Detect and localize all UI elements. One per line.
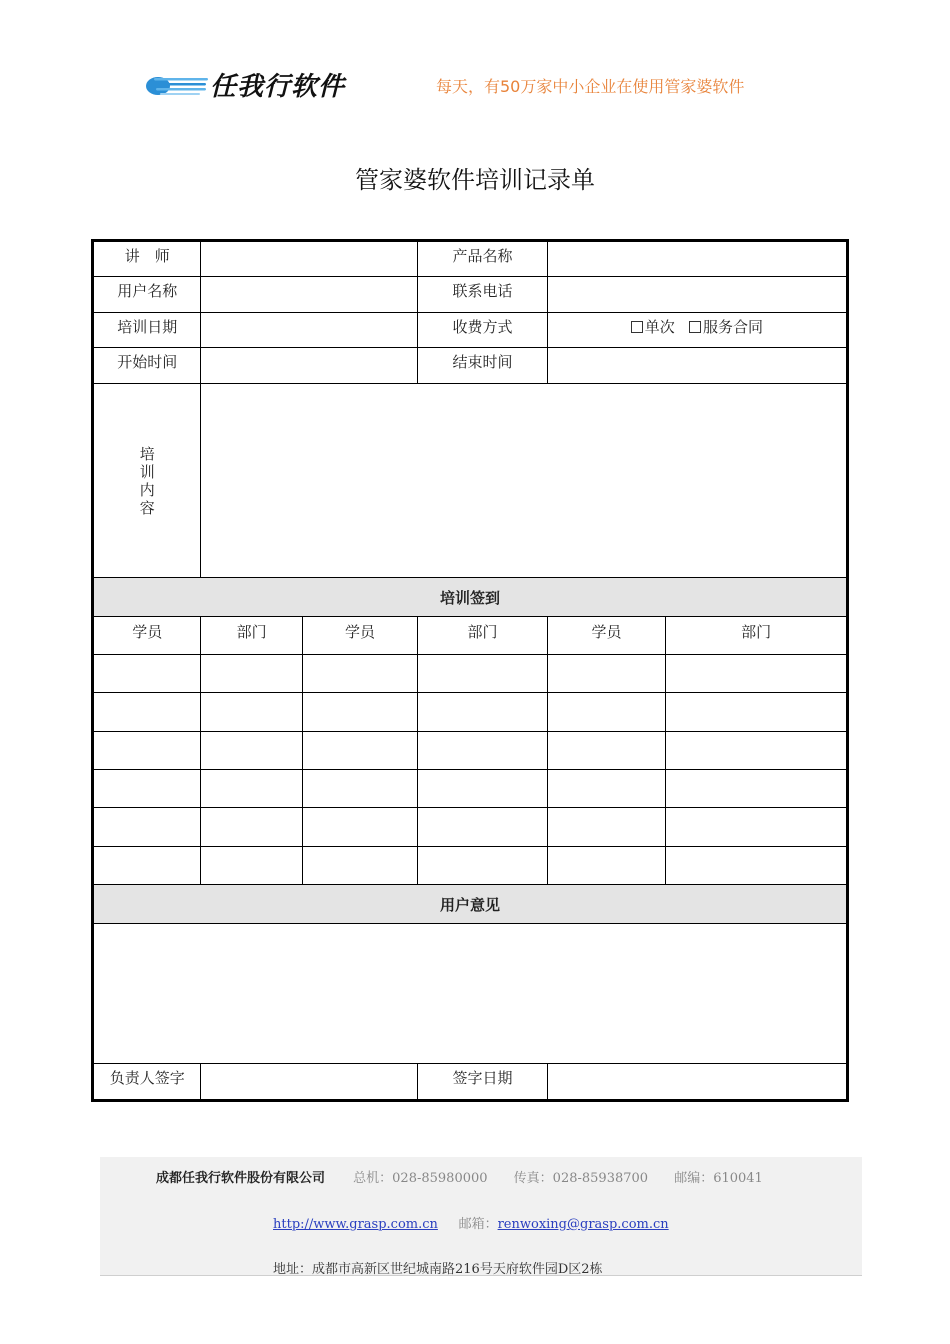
signin-cell[interactable] xyxy=(302,770,417,808)
page-footer xyxy=(100,1157,862,1276)
signin-cell[interactable] xyxy=(93,732,201,770)
end-time-field[interactable] xyxy=(547,348,847,384)
lecturer-label: 讲 师 xyxy=(93,241,201,277)
signin-cell[interactable] xyxy=(201,847,302,885)
signin-cell[interactable] xyxy=(418,693,548,732)
footer-web-line xyxy=(273,1213,669,1232)
signin-cell[interactable] xyxy=(302,808,417,847)
phone-label: 联系电话 xyxy=(418,277,548,313)
brand-logo-text: 任我行软件 xyxy=(210,72,346,102)
signin-row xyxy=(93,693,848,732)
footer-fax: 传真：028-85938700 xyxy=(513,1171,649,1186)
signin-cell[interactable] xyxy=(302,693,417,732)
fee-method-options xyxy=(547,313,847,348)
contract-option-checkbox[interactable]: 服务合同 xyxy=(689,318,763,336)
signin-header-dept-2: 部门 xyxy=(418,617,548,655)
signin-cell[interactable] xyxy=(547,693,665,732)
signin-cell[interactable] xyxy=(547,847,665,885)
user-name-label: 用户名称 xyxy=(93,277,201,313)
checkbox-icon xyxy=(689,321,701,333)
start-time-label: 开始时间 xyxy=(93,348,201,384)
signin-cell[interactable] xyxy=(93,808,201,847)
signer-label: 负责人签字 xyxy=(93,1064,201,1101)
train-date-label: 培训日期 xyxy=(93,313,201,348)
signin-cell[interactable] xyxy=(201,808,302,847)
signin-cell[interactable] xyxy=(547,732,665,770)
signin-cell[interactable] xyxy=(302,847,417,885)
feedback-section-title: 用户意见 xyxy=(93,885,848,924)
training-record-form xyxy=(91,239,849,1102)
footer-zip: 邮编：610041 xyxy=(674,1171,763,1186)
signin-cell[interactable] xyxy=(93,655,201,693)
sign-date-label: 签字日期 xyxy=(418,1064,548,1101)
fee-method-label: 收费方式 xyxy=(418,313,548,348)
content-label-cell xyxy=(93,384,201,578)
footer-address: 地址：成都市高新区世纪城南路216号天府软件园D区2栋 xyxy=(273,1262,603,1277)
lecturer-field[interactable] xyxy=(201,241,418,277)
start-time-field[interactable] xyxy=(201,348,418,384)
signin-cell[interactable] xyxy=(201,770,302,808)
signin-cell[interactable] xyxy=(666,655,848,693)
product-name-field[interactable] xyxy=(547,241,847,277)
signin-cell[interactable] xyxy=(666,847,848,885)
page-title: 管家婆软件培训记录单 xyxy=(355,166,595,194)
footer-email-link[interactable]: renwoxing@grasp.com.cn xyxy=(497,1217,669,1232)
user-name-field[interactable] xyxy=(201,277,418,313)
train-date-field[interactable] xyxy=(201,313,418,348)
content-field[interactable] xyxy=(201,384,848,578)
slogan: 每天，有50万家中小企业在使用管家婆软件 xyxy=(436,77,745,96)
signin-header-student-1: 学员 xyxy=(93,617,201,655)
signin-cell[interactable] xyxy=(418,655,548,693)
signin-cell[interactable] xyxy=(93,770,201,808)
phone-field[interactable] xyxy=(547,277,847,313)
signin-cell[interactable] xyxy=(547,655,665,693)
signin-cell[interactable] xyxy=(418,847,548,885)
signin-cell[interactable] xyxy=(418,808,548,847)
footer-contact-line xyxy=(156,1167,785,1186)
product-name-label: 产品名称 xyxy=(418,241,548,277)
signin-cell[interactable] xyxy=(666,808,848,847)
signin-cell[interactable] xyxy=(666,732,848,770)
signin-row xyxy=(93,808,848,847)
signin-cell[interactable] xyxy=(93,693,201,732)
footer-company: 成都任我行软件股份有限公司 xyxy=(156,1171,326,1186)
signin-cell[interactable] xyxy=(201,693,302,732)
footer-email-label: 邮箱： xyxy=(458,1217,498,1232)
signin-cell[interactable] xyxy=(547,770,665,808)
signin-row xyxy=(93,770,848,808)
single-option-checkbox[interactable]: 单次 xyxy=(631,318,675,336)
signin-cell[interactable] xyxy=(418,770,548,808)
signin-cell[interactable] xyxy=(93,847,201,885)
speed-lines-icon xyxy=(144,72,210,100)
signin-header-dept-3: 部门 xyxy=(666,617,848,655)
signin-row xyxy=(93,655,848,693)
signin-cell[interactable] xyxy=(302,732,417,770)
signin-cell[interactable] xyxy=(302,655,417,693)
signin-header-student-2: 学员 xyxy=(302,617,417,655)
signin-cell[interactable] xyxy=(666,693,848,732)
footer-main-phone: 总机：028-85980000 xyxy=(353,1171,488,1186)
signer-field[interactable] xyxy=(201,1064,418,1101)
signin-section-title: 培训签到 xyxy=(93,578,848,617)
feedback-field[interactable] xyxy=(93,924,848,1064)
signin-cell[interactable] xyxy=(666,770,848,808)
footer-website-link[interactable]: http://www.grasp.com.cn xyxy=(273,1217,438,1232)
signin-cell[interactable] xyxy=(201,655,302,693)
checkbox-icon xyxy=(631,321,643,333)
signin-cell[interactable] xyxy=(418,732,548,770)
content-label: 培训内容 xyxy=(139,444,155,517)
end-time-label: 结束时间 xyxy=(418,348,548,384)
signin-header-student-3: 学员 xyxy=(547,617,665,655)
signin-cell[interactable] xyxy=(547,808,665,847)
sign-date-field[interactable] xyxy=(547,1064,847,1101)
signin-row xyxy=(93,847,848,885)
signin-row xyxy=(93,732,848,770)
signin-header-dept-1: 部门 xyxy=(201,617,302,655)
letterhead xyxy=(140,62,820,108)
signin-cell[interactable] xyxy=(201,732,302,770)
